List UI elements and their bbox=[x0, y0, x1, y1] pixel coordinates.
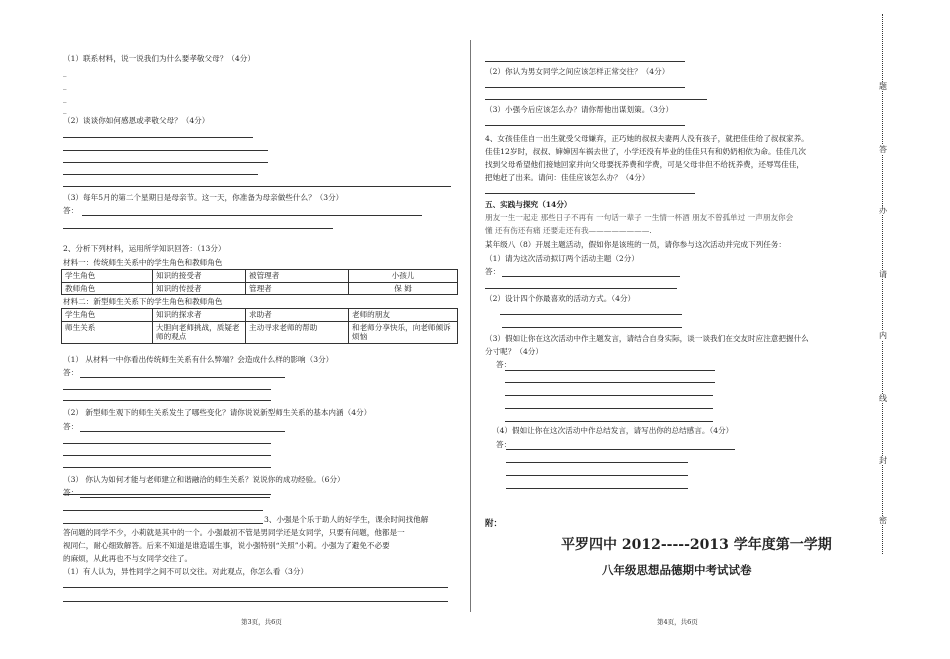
answer-line[interactable] bbox=[506, 449, 735, 450]
answer-line[interactable] bbox=[63, 228, 333, 229]
seal-char: 请 bbox=[879, 270, 887, 279]
table-cell: 知识的接受者 bbox=[153, 270, 246, 283]
answer-line[interactable] bbox=[505, 382, 715, 383]
sub-question-2: （2） 新型师生观下的师生关系发生了哪些变化？请你说说新型师生关系的基本内涵（4分） bbox=[63, 408, 372, 417]
activity-intro: 某年级八（8）开展主题活动，假如你是该班的一员，请你参与这次活动并完成下列任务： bbox=[485, 240, 786, 249]
table-cell: 老师的朋友 bbox=[349, 309, 458, 322]
answer-line[interactable] bbox=[63, 137, 253, 138]
table-cell: 大胆向老师挑战，质疑老师的观点 bbox=[153, 321, 246, 343]
table-cell: 管理者 bbox=[246, 282, 349, 295]
answer-line[interactable] bbox=[505, 408, 713, 409]
seal-char: 办 bbox=[879, 206, 887, 215]
seal-char: 内 bbox=[879, 331, 887, 340]
seal-line bbox=[882, 14, 893, 554]
answer-line[interactable] bbox=[63, 467, 271, 468]
question-3-3: （3）小强今后应该怎么办？请你帮他出谋划策。（3分） bbox=[485, 105, 674, 114]
table-cell: 和老师分享快乐，向老师倾诉烦恼 bbox=[349, 321, 458, 343]
answer-label: 答： bbox=[496, 360, 512, 369]
answer-line[interactable] bbox=[502, 327, 682, 328]
answer-line[interactable] bbox=[63, 494, 271, 495]
section-2-heading: 2、分析下列材料，运用所学知识回答：（13分） bbox=[63, 244, 226, 253]
answer-line[interactable] bbox=[63, 587, 448, 588]
table-row bbox=[62, 270, 458, 283]
table-row bbox=[62, 321, 458, 343]
exam-title: 平罗四中 2012-----2013 学年度第一学期 bbox=[561, 537, 832, 553]
dash-mark: _ bbox=[63, 69, 67, 77]
table-cell: 学生角色 bbox=[62, 309, 153, 322]
answer-line[interactable] bbox=[485, 87, 685, 88]
table-cell: 被管理者 bbox=[246, 270, 349, 283]
dash-mark: _ bbox=[63, 82, 67, 90]
answer-line[interactable] bbox=[506, 475, 688, 476]
table-cell: 保 姆 bbox=[349, 282, 458, 295]
task-3-line-1: （3）假如让你在这次活动中作主题发言，请结合自身实际，谈一谈我们在交友时应注意把握什么 bbox=[485, 334, 809, 343]
case-3-line-2: 答问题的同学不少，小莉就是其中的一个。小强最初不管是男同学还是女同学，只要有问题，他都是一 bbox=[63, 528, 405, 537]
seal-char: 封 bbox=[879, 456, 887, 465]
table-cell: 学生角色 bbox=[62, 270, 153, 283]
case-4-line-1: 4、女孩佳佳自一出生就受父母嫌弃，正巧她的叔叔夫妻两人没有孩子，就把佳佳给了叔叔家养。 bbox=[485, 134, 809, 143]
answer-line[interactable] bbox=[80, 497, 270, 498]
table-cell: 知识的传授者 bbox=[153, 282, 246, 295]
section-5-heading: 五、实践与探究（14分） bbox=[485, 200, 572, 209]
sub-question-1: （1） 从材料一中你看出传统师生关系有什么弊端？会造成什么样的影响（3分） bbox=[63, 355, 334, 364]
table-cell: 知识的探求者 bbox=[153, 309, 246, 322]
answer-line[interactable] bbox=[80, 431, 285, 432]
case-3-line-1: 3、小强是个乐于助人的好学生，课余时间找他解 bbox=[264, 515, 429, 524]
question-1-3: （3）每年5月的第二个星期日是母亲节。这一天，你准备为母亲做些什么？（3分） bbox=[63, 193, 344, 202]
question-1-1: （1）联系材料，说一说我们为什么要孝敬父母？（4分） bbox=[63, 54, 255, 63]
answer-line[interactable] bbox=[63, 601, 448, 602]
sub-question-3: （3） 你认为如何才能与老师建立和谐融洽的师生关系？说说你的成功经验。（6分） bbox=[63, 475, 345, 484]
material-2-label: 材料二：新型师生关系下的学生角色和教师角色 bbox=[63, 297, 223, 306]
answer-line[interactable] bbox=[502, 276, 680, 277]
answer-line[interactable] bbox=[505, 370, 715, 371]
answer-line[interactable] bbox=[485, 288, 677, 289]
answer-label: 答： bbox=[485, 267, 501, 276]
exam-subtitle: 八年级思想品德期中考试试卷 bbox=[602, 563, 752, 577]
answer-line[interactable] bbox=[485, 99, 707, 100]
material-1-table bbox=[61, 269, 458, 295]
case-3-line-3: 视同仁，耐心细致解答。后来不知道是谁造谣生事，说小强特别“关照”小莉。小强为了避免不必要 bbox=[63, 541, 390, 550]
seal-char: 线 bbox=[879, 394, 887, 403]
answer-line[interactable] bbox=[63, 443, 271, 444]
answer-line[interactable] bbox=[63, 150, 268, 151]
answer-line[interactable] bbox=[506, 488, 688, 489]
page-footer: 第3页，共6页 bbox=[241, 618, 282, 626]
dash-mark: _ bbox=[63, 106, 67, 114]
answer-line[interactable] bbox=[63, 455, 271, 456]
table-row bbox=[62, 282, 458, 295]
table-cell: 小孩儿 bbox=[349, 270, 458, 283]
question-3-2: （2）你认为男女同学之间应该怎样正常交往？（4分） bbox=[485, 67, 670, 76]
task-2: （2）设计四个你最喜欢的活动方式。（4分） bbox=[485, 294, 636, 303]
answer-line[interactable] bbox=[63, 162, 268, 163]
answer-line[interactable] bbox=[80, 377, 285, 378]
task-1: （1）请为这次活动拟订两个活动主题（2分） bbox=[485, 254, 639, 263]
answer-line[interactable] bbox=[505, 395, 713, 396]
page-divider bbox=[470, 40, 471, 612]
answer-line[interactable] bbox=[82, 215, 422, 216]
seal-char: 密 bbox=[879, 516, 887, 525]
poem-line-1: 朋友一生一起走 那些日子不再有 一句话一辈子 一生情一杯酒 朋友不曾孤单过 一声朋友你会 bbox=[485, 213, 794, 222]
table-row bbox=[62, 309, 458, 322]
answer-line[interactable] bbox=[485, 125, 685, 126]
answer-line[interactable] bbox=[485, 61, 685, 62]
appendix-label: 附： bbox=[485, 519, 503, 529]
answer-line[interactable] bbox=[505, 421, 713, 422]
answer-line[interactable] bbox=[63, 174, 258, 175]
dash-mark: _ bbox=[63, 95, 67, 103]
answer-line[interactable] bbox=[63, 510, 263, 511]
case-4-line-2: 佳佳12岁时，叔叔、婶婶因车祸去世了，小学还没有毕业的佳佳只有和奶奶相依为命。佳佳几次 bbox=[485, 147, 807, 156]
answer-line[interactable] bbox=[485, 193, 695, 194]
answer-line[interactable] bbox=[63, 389, 271, 390]
case-3-question-1: （1）有人认为，异性同学之间不可以交往。对此观点，你怎么看（3分） bbox=[63, 567, 309, 576]
answer-label: 答： bbox=[63, 368, 79, 377]
task-3-line-2: 分寸呢？（4分） bbox=[485, 347, 543, 356]
question-1-2: （2）谈谈你如何感恩或孝敬父母？（4分） bbox=[63, 116, 210, 125]
table-cell: 求助者 bbox=[246, 309, 349, 322]
table-cell: 教师角色 bbox=[62, 282, 153, 295]
task-4: （4）假如让你在这次活动中作总结发言，请写出你的总结感言。（4分） bbox=[492, 426, 734, 435]
answer-line[interactable] bbox=[500, 314, 682, 315]
answer-line[interactable] bbox=[63, 186, 451, 187]
case-4-line-3: 找到父母希望他们接她回家并向父母要抚养费和学费，可是父母非但不给抚养费，还辱骂佳佳， bbox=[485, 160, 804, 169]
answer-line[interactable] bbox=[63, 400, 271, 401]
seal-char: 答 bbox=[879, 145, 887, 154]
answer-label: 答： bbox=[496, 440, 512, 449]
poem-line-2: 懂 还有伤还有痛 还要走还有我————————. bbox=[485, 226, 652, 235]
table-cell: 主动寻求老师的帮助 bbox=[246, 321, 349, 343]
seal-char: 题 bbox=[879, 82, 887, 91]
answer-label: 答： bbox=[63, 488, 79, 497]
case-4-line-4: 把她赶了出来。请问：佳佳应该怎么办？（4分） bbox=[485, 173, 650, 182]
material-1-label: 材料一：传统师生关系中的学生角色和教师角色 bbox=[63, 258, 223, 267]
answer-label: 答： bbox=[63, 206, 79, 215]
answer-line[interactable] bbox=[63, 523, 263, 524]
table-cell: 师生关系 bbox=[62, 321, 153, 343]
material-2-table bbox=[61, 308, 458, 344]
page-footer: 第4页，共6页 bbox=[657, 618, 698, 626]
case-3-line-4: 的麻烦，从此再也不与女同学交往了。 bbox=[63, 554, 193, 563]
answer-line[interactable] bbox=[506, 462, 688, 463]
answer-label: 答： bbox=[63, 422, 79, 431]
